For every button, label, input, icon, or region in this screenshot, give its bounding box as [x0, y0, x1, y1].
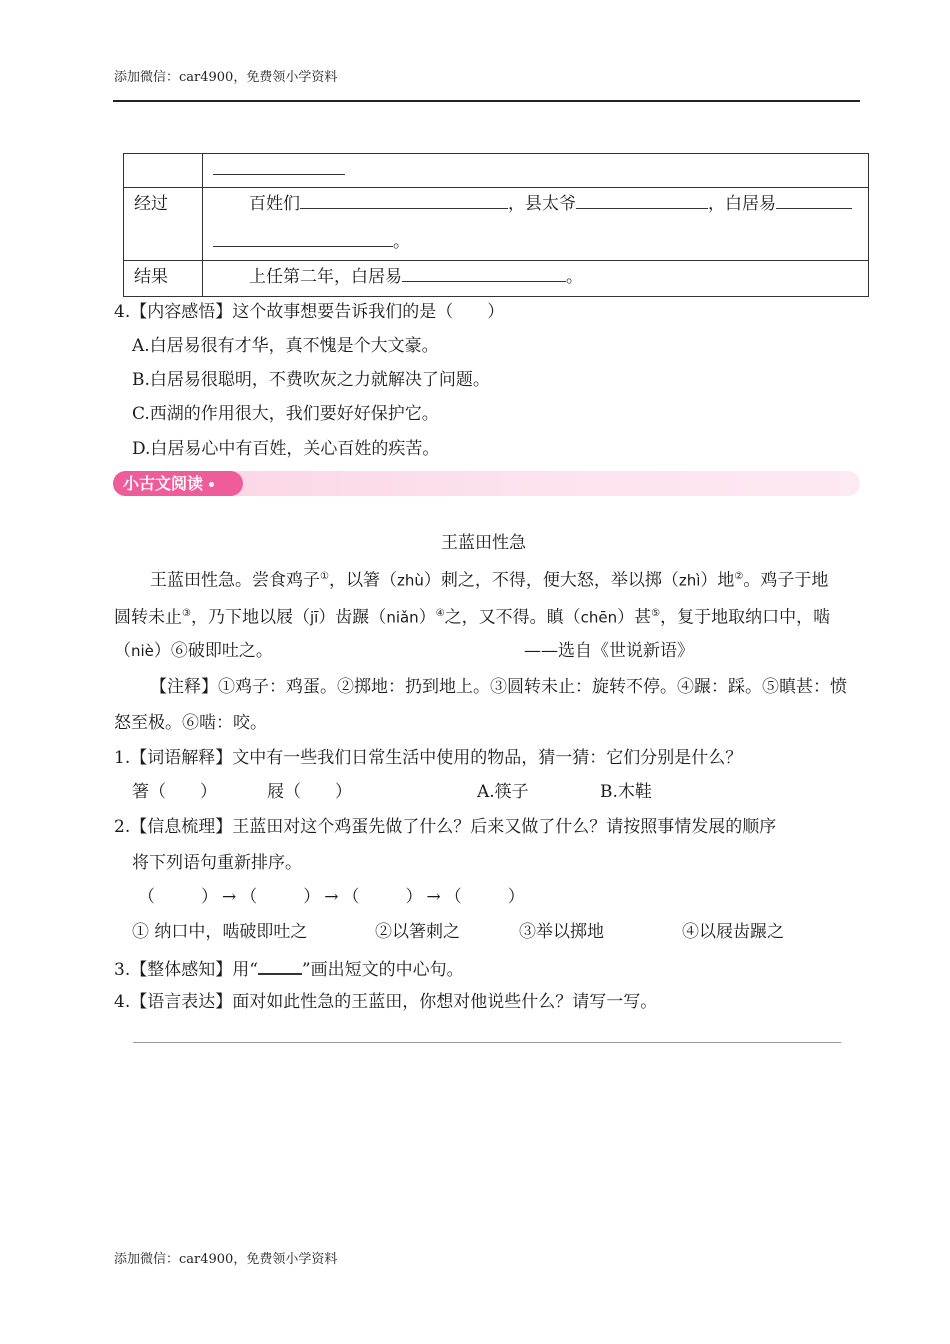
passage-line-2	[114, 604, 830, 628]
notes-line-1: 【注释】①鸡子：鸡蛋。②掷地：扔到地上。③圆转未止：旋转不停。④蹍：踩。⑤瞋甚：愤	[150, 677, 847, 697]
q4a-option-a[interactable]: A.白居易很有才华，真不愧是个大文豪。	[132, 336, 439, 356]
page-footer: 添加微信：car4900，免费领小学资料	[114, 1252, 338, 1267]
q1-item-clogs[interactable]: 屐（ ）	[267, 782, 352, 802]
q2-choice-2: ②以箸刺之	[375, 922, 460, 942]
pinyin: niǎn	[386, 608, 419, 627]
q4a-option-d[interactable]: D.白居易心中有百姓，关心百姓的疾苦。	[132, 439, 440, 459]
q2-stem-1: 2.【信息梳理】王蓝田对这个鸡蛋先做了什么？后来又做了什么？请按照事情发展的顺序	[114, 817, 777, 837]
section-title-text: 小古文阅读	[123, 474, 204, 493]
pass-text-1: 百姓们	[249, 194, 300, 214]
note-ref: ④	[435, 608, 445, 619]
passage-line-1	[150, 567, 828, 591]
q2-choice-1: ① 纳口中，啮破即吐之	[132, 922, 308, 942]
passage-text: 圆转未止	[114, 607, 182, 628]
q4b-stem: 4.【语言表达】面对如此性急的王蓝田，你想对他说些什么？请写一写。	[114, 992, 658, 1012]
pinyin: chēn	[580, 608, 618, 627]
underline-marker	[258, 957, 302, 975]
q1-stem: 1.【词语解释】文中有一些我们日常生活中使用的物品，猜一猜：它们分别是什么？	[114, 748, 743, 768]
answer-blank[interactable]	[402, 265, 566, 282]
row-label-result: 结果	[124, 261, 203, 297]
passage-text: ，以箸（	[328, 570, 397, 591]
table-row-result	[124, 261, 869, 297]
section-title	[113, 471, 243, 496]
passage-text: ）齿蹍（	[318, 607, 387, 628]
note-ref: ⑤	[651, 608, 661, 619]
passage-line-3	[114, 641, 273, 661]
pass-text-3: ，白居易	[708, 194, 776, 214]
pinyin: jī	[309, 608, 319, 627]
answer-blank[interactable]	[213, 230, 393, 247]
header-rule	[113, 100, 860, 102]
q2-choice-3: ③举以掷地	[519, 922, 604, 942]
answer-blank[interactable]	[213, 158, 345, 175]
answer-line[interactable]	[133, 1042, 841, 1043]
passage-text: ）⑥破即吐之。	[153, 641, 273, 661]
q4a-stem: 4.【内容感悟】这个故事想要告诉我们的是（ ）	[114, 302, 505, 322]
pinyin: niè	[131, 642, 154, 660]
q4a-option-b[interactable]: B.白居易很聪明，不费吹灰之力就解决了问题。	[132, 370, 490, 390]
q2-sequence-blanks[interactable]: （ ）→（ ）→（ ）→（ ）	[138, 887, 529, 907]
q4a-option-c[interactable]: C.西湖的作用很大，我们要好好保护它。	[132, 404, 439, 424]
section-banner	[113, 471, 860, 496]
passage-text: ）地	[700, 570, 735, 591]
passage-text: 王蓝田性急。尝食鸡子	[150, 570, 320, 591]
story-table	[123, 153, 869, 297]
passage-text: ，乃下地以屐（	[190, 607, 310, 628]
result-end: 。	[566, 267, 583, 287]
passage-text: 。鸡子于地	[743, 570, 829, 591]
note-ref: ②	[734, 571, 744, 582]
q3-text: ”画出短文的中心句。	[301, 960, 464, 980]
q3-text: 3.【整体感知】用“	[114, 960, 258, 980]
answer-blank[interactable]	[576, 192, 708, 209]
table-cell-blank	[203, 154, 869, 188]
pass-end: 。	[393, 232, 410, 252]
passage-text: ）刺之，不得，便大怒，举以掷（	[423, 570, 679, 591]
notes-line-2: 怒至极。⑥啮：咬。	[114, 713, 267, 733]
row-label-pass: 经过	[124, 188, 203, 261]
answer-blank[interactable]	[300, 192, 508, 209]
answer-blank[interactable]	[776, 192, 852, 209]
passage-text: 之，又不得。瞋（	[444, 607, 581, 628]
table-cell-empty	[124, 154, 203, 188]
pass-text-2: ，县太爷	[508, 194, 576, 214]
q1-option-a: A.筷子	[477, 782, 529, 802]
passage-title: 王蓝田性急	[441, 533, 526, 553]
passage-text: （	[114, 641, 131, 661]
q2-choice-4: ④以屐齿蹍之	[682, 922, 784, 942]
dot-icon	[209, 482, 214, 487]
passage-text: ）	[418, 607, 436, 628]
passage-source: ——选自《世说新语》	[524, 641, 694, 661]
table-row-pass	[124, 188, 869, 261]
pinyin: zhù	[396, 571, 424, 590]
passage-text: ）甚	[617, 607, 652, 628]
note-ref: ③	[182, 608, 191, 619]
q3-stem	[114, 957, 464, 980]
passage-text: ，复于地取纳口中，啮	[660, 607, 831, 628]
page-header: 添加微信：car4900，免费领小学资料	[114, 70, 338, 85]
pinyin: zhì	[678, 571, 701, 590]
table-row-top	[124, 154, 869, 188]
row-content-result	[203, 261, 869, 297]
q1-option-b: B.木鞋	[600, 782, 652, 802]
row-content-pass	[203, 188, 869, 261]
result-text: 上任第二年，白居易	[249, 267, 402, 287]
q2-stem-2: 将下列语句重新排序。	[132, 853, 302, 873]
q1-item-chopsticks[interactable]: 箸（ ）	[132, 782, 217, 802]
note-ref: ①	[320, 571, 329, 582]
